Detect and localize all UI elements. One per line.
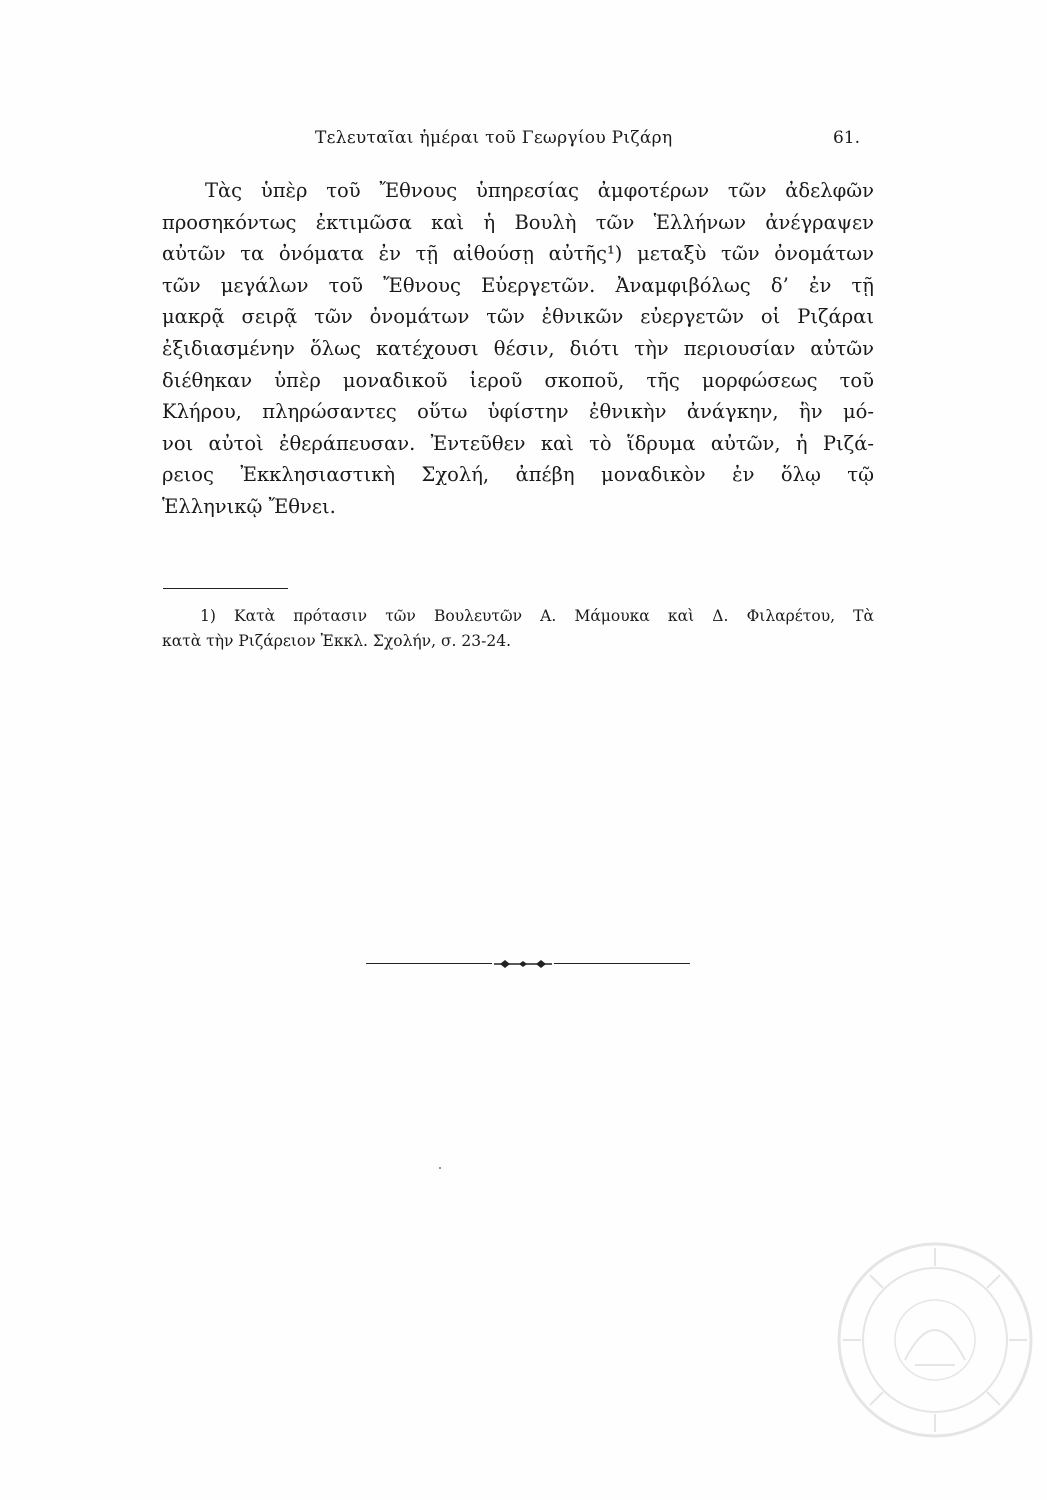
page-number: 61. xyxy=(832,128,860,148)
footnote-line: κατὰ τὴν Ριζάρειον Ἐκκλ. Σχολήν, σ. 23-24. xyxy=(162,632,511,650)
footnote-divider xyxy=(163,588,288,589)
body-line: μακρᾷ σειρᾷ τῶν ὀνομάτων τῶν ἐθνικῶν εὐεργετῶν οἱ Ριζάραι xyxy=(162,305,874,329)
tailpiece-rule-right xyxy=(554,963,690,964)
footnote-line: 1) Κατὰ πρότασιν τῶν Βουλευτῶν Α. Μάμουκα καὶ Δ. Φιλαρέτου, Τὰ xyxy=(200,607,874,625)
body-line: ἐξιδιασμένην ὅλως κατέχουσι θέσιν, διότι τὴν περιουσίαν αὐτῶν xyxy=(162,336,874,360)
body-line: Ἑλληνικῷ Ἔθνει. xyxy=(162,494,336,518)
tailpiece-rule-left xyxy=(366,963,492,964)
tailpiece-diamonds-icon xyxy=(494,957,552,971)
university-seal-watermark-icon xyxy=(835,1240,1035,1440)
tailpiece-ornament xyxy=(366,957,690,971)
body-line: νοι αὐτοὶ ἐθεράπευσαν. Ἐντεῦθεν καὶ τὸ ἵδρυμα αὐτῶν, ἡ Ριζά- xyxy=(162,431,874,455)
body-line: Τὰς ὑπὲρ τοῦ Ἔθνους ὑπηρεσίας ἀμφοτέρων τῶν ἀδελφῶν xyxy=(205,179,874,202)
body-line: προσηκόντως ἐκτιμῶσα καὶ ἡ Βουλὴ τῶν Ἑλλήνων ἀνέγραψεν xyxy=(162,210,874,234)
body-line: ρειος Ἐκκλησιαστικὴ Σχολή, ἀπέβη μοναδικὸν ἐν ὅλῳ τῷ xyxy=(162,463,874,487)
body-line: διέθηκαν ὑπὲρ μοναδικοῦ ἱεροῦ σκοποῦ, τῆς μορφώσεως τοῦ xyxy=(162,368,874,392)
body-line: αὐτῶν τα ὀνόματα ἐν τῇ αἰθούσῃ αὐτῆς¹) μεταξὺ τῶν ὀνομάτων xyxy=(162,242,874,266)
running-title: Τελευταῖαι ἡμέραι τοῦ Γεωργίου Ριζάρη xyxy=(315,128,673,148)
running-head xyxy=(160,128,860,152)
body-paragraph xyxy=(162,175,874,523)
body-line: Κλήρου, πληρώσαντες οὕτω ὑφίστην ἐθνικὴν ἀνάγκην, ἣν μό- xyxy=(162,400,874,424)
footnote xyxy=(162,604,874,654)
paper-speck xyxy=(439,1167,441,1169)
body-line: τῶν μεγάλων τοῦ Ἔθνους Εὐεργετῶν. Ἀναμφιβόλως δ’ ἐν τῇ xyxy=(162,273,874,297)
